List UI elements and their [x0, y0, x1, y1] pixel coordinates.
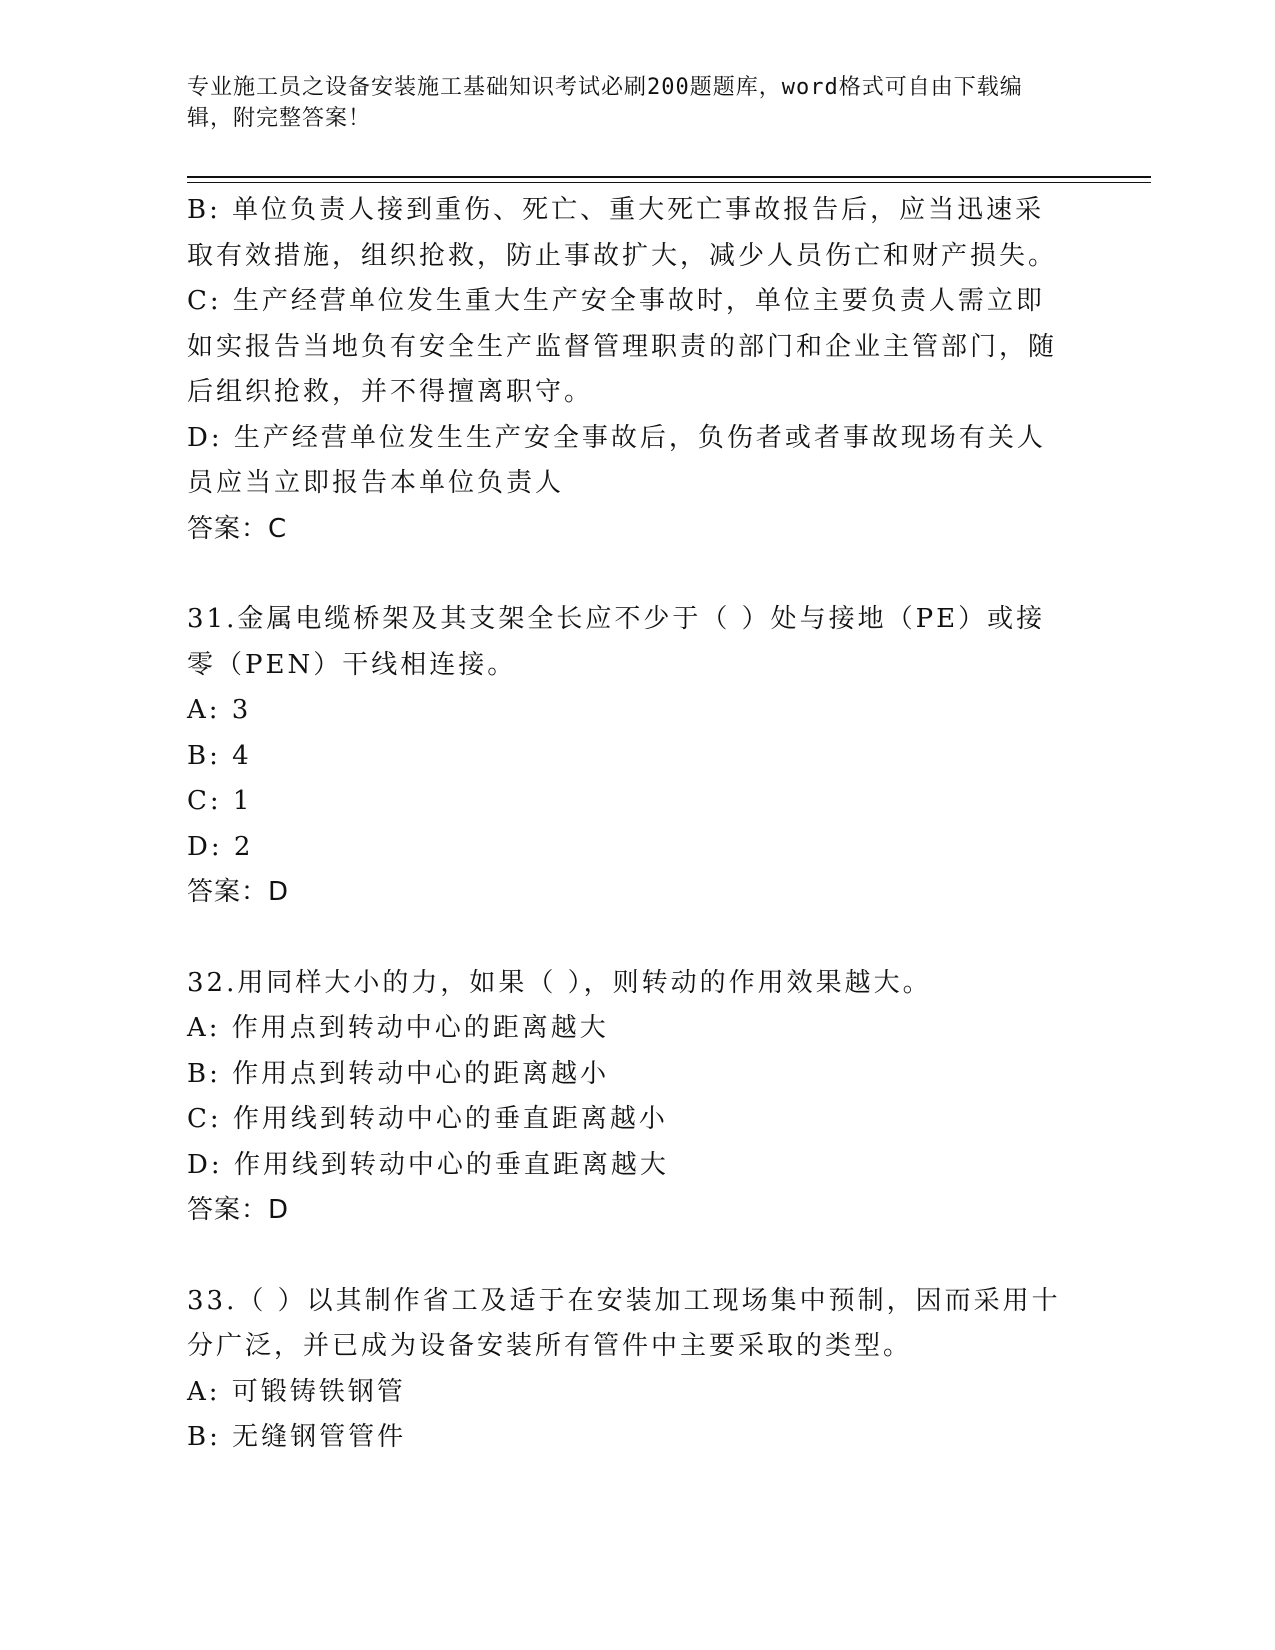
question-stem: 32.用同样大小的力，如果（ ），则转动的作用效果越大。 — [187, 967, 932, 998]
document-header — [187, 72, 1067, 134]
header-divider-thin — [187, 182, 1151, 183]
header-divider-thick — [187, 176, 1151, 178]
question-list — [187, 188, 1067, 1461]
option-d: D: 生产经营单位发生生产安全事故后，负伤者或者事故现场有关人员应当立即报告本单位负责人 — [187, 422, 1046, 498]
spacer — [187, 552, 1067, 597]
question-block-31 — [187, 597, 1067, 916]
option-c: C: 1 — [187, 786, 253, 816]
question-block-33 — [187, 1279, 1067, 1461]
spacer — [187, 1234, 1067, 1279]
answer-line: 答案：D — [187, 1195, 290, 1225]
answer-line: 答案：D — [187, 877, 290, 907]
header-title: 专业施工员之设备安装施工基础知识考试必刷200题题库，word格式可自由下载编辑，附完整答案！ — [187, 75, 1023, 131]
spacer — [187, 916, 1067, 961]
option-b: B: 无缝钢管管件 — [187, 1422, 407, 1452]
option-a: A: 作用点到转动中心的距离越大 — [187, 1013, 609, 1043]
option-d: D: 2 — [187, 831, 254, 862]
option-b: B: 单位负责人接到重伤、死亡、重大死亡事故报告后，应当迅速采取有效措施，组织抢救，防止事故扩大，减少人员伤亡和财产损失。 — [187, 195, 1058, 271]
option-a: A: 3 — [187, 695, 252, 725]
question-block-30 — [187, 188, 1067, 552]
option-a: A: 可锻铸铁钢管 — [187, 1376, 406, 1407]
option-c: C: 生产经营单位发生重大生产安全事故时，单位主要负责人需立即如实报告当地负有安全生产监督管理职责的部门和企业主管部门，随后组织抢救，并不得擅离职守。 — [187, 286, 1058, 407]
option-b: B: 4 — [187, 740, 252, 771]
question-stem: 33.（ ）以其制作省工及适于在安装加工现场集中预制，因而采用十分广泛，并已成为设备安装所有管件中主要采取的类型。 — [187, 1285, 1061, 1361]
answer-line: 答案：C — [187, 513, 288, 544]
question-stem: 31.金属电缆桥架及其支架全长应不少于（ ）处与接地（PE）或接零（PEN）干线相连接。 — [187, 604, 1046, 680]
question-block-32 — [187, 961, 1067, 1234]
option-c: C: 作用线到转动中心的垂直距离越小 — [187, 1104, 668, 1134]
option-b: B: 作用点到转动中心的距离越小 — [187, 1058, 610, 1089]
option-d: D: 作用线到转动中心的垂直距离越大 — [187, 1149, 669, 1180]
